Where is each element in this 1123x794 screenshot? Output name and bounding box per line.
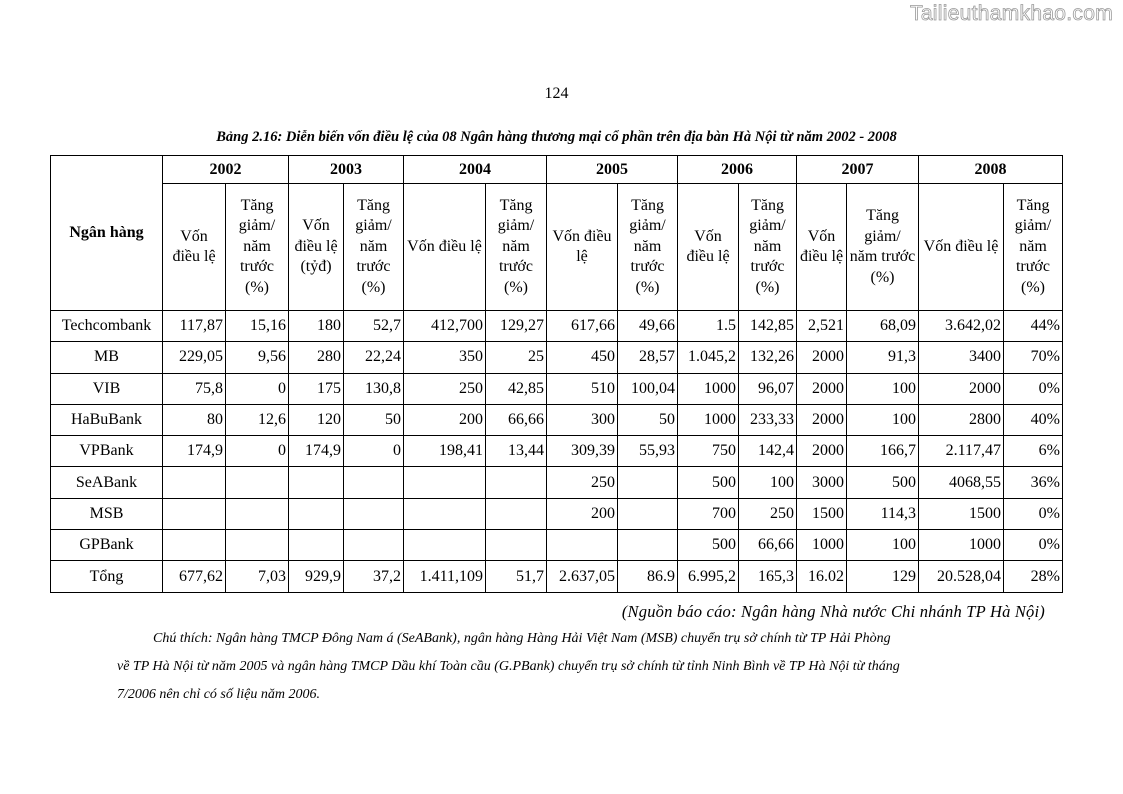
capital-cell: 1000 xyxy=(678,404,739,435)
change-cell: 142,4 xyxy=(739,436,797,467)
capital-subheader: Vốn điều lệ xyxy=(547,184,618,311)
capital-cell: 180 xyxy=(289,311,344,342)
source-note: (Nguồn báo cáo: Ngân hàng Nhà nước Chi nhánh TP Hà Nội) xyxy=(621,602,1045,621)
capital-cell xyxy=(163,498,226,529)
change-cell: 96,07 xyxy=(739,373,797,404)
charter-capital-table xyxy=(50,155,1063,593)
subheader-row xyxy=(51,184,1063,311)
capital-cell: 80 xyxy=(163,404,226,435)
capital-cell: 700 xyxy=(678,498,739,529)
capital-cell: 1500 xyxy=(797,498,847,529)
capital-cell: 4068,55 xyxy=(919,467,1004,498)
change-cell xyxy=(344,530,404,561)
change-cell xyxy=(618,530,678,561)
change-subheader: Tăng giảm/ năm trước (%) xyxy=(618,184,678,311)
capital-cell: 2000 xyxy=(797,342,847,373)
change-cell: 114,3 xyxy=(847,498,919,529)
change-cell: 91,3 xyxy=(847,342,919,373)
change-cell: 66,66 xyxy=(739,530,797,561)
change-subheader: Tăng giảm/ năm trước (%) xyxy=(1004,184,1063,311)
change-cell: 6% xyxy=(1004,436,1063,467)
capital-cell: 677,62 xyxy=(163,561,226,592)
change-cell: 129 xyxy=(847,561,919,592)
capital-cell: 20.528,04 xyxy=(919,561,1004,592)
capital-subheader: Vốn điều lệ xyxy=(797,184,847,311)
capital-cell: 117,87 xyxy=(163,311,226,342)
capital-cell: 450 xyxy=(547,342,618,373)
capital-cell: 280 xyxy=(289,342,344,373)
change-cell: 70% xyxy=(1004,342,1063,373)
capital-cell: 250 xyxy=(404,373,486,404)
capital-cell: 174,9 xyxy=(289,436,344,467)
capital-cell: 1000 xyxy=(919,530,1004,561)
year-header: 2008 xyxy=(919,156,1063,184)
table-row xyxy=(51,498,1063,529)
capital-cell: 750 xyxy=(678,436,739,467)
bank-name-cell: Techcombank xyxy=(51,311,163,342)
table-row xyxy=(51,467,1063,498)
capital-subheader: Vốn điều lệ xyxy=(678,184,739,311)
change-cell: 66,66 xyxy=(486,404,547,435)
change-subheader: Tăng giảm/ năm trước (%) xyxy=(486,184,547,311)
change-cell: 0 xyxy=(344,436,404,467)
capital-cell: 3000 xyxy=(797,467,847,498)
change-cell: 28% xyxy=(1004,561,1063,592)
change-cell: 130,8 xyxy=(344,373,404,404)
capital-cell: 2000 xyxy=(919,373,1004,404)
table-row xyxy=(51,436,1063,467)
capital-subheader: Vốn điều lệ xyxy=(919,184,1004,311)
capital-subheader: Vốn điều lệ xyxy=(163,184,226,311)
year-header: 2004 xyxy=(404,156,547,184)
change-cell: 100,04 xyxy=(618,373,678,404)
capital-cell xyxy=(404,498,486,529)
change-subheader: Tăng giảm/ năm trước (%) xyxy=(847,184,919,311)
year-header: 2005 xyxy=(547,156,678,184)
change-cell: 7,03 xyxy=(226,561,289,592)
capital-cell xyxy=(163,467,226,498)
watermark: Tailieuthamkhao.com xyxy=(910,2,1113,25)
capital-cell: 250 xyxy=(547,467,618,498)
table-row xyxy=(51,404,1063,435)
footnote-line: về TP Hà Nội từ năm 2005 và ngân hàng TMCP Dầu khí Toàn cầu (G.PBank) chuyển trụ sở chính từ tỉnh Ninh Bình về TP Hà Nội từ tháng xyxy=(117,659,900,674)
capital-cell: 1.5 xyxy=(678,311,739,342)
change-cell: 49,66 xyxy=(618,311,678,342)
footnote-line: 7/2006 nên chỉ có số liệu năm 2006. xyxy=(117,687,320,702)
change-cell: 100 xyxy=(847,404,919,435)
capital-cell xyxy=(289,498,344,529)
footnote-line: Chú thích: Ngân hàng TMCP Đông Nam á (SeABank), ngân hàng Hàng Hải Việt Nam (MSB) chuyển trụ sở chính từ TP Hải Phòng xyxy=(153,631,891,646)
capital-cell: 350 xyxy=(404,342,486,373)
change-cell: 55,93 xyxy=(618,436,678,467)
bank-name-cell: MSB xyxy=(51,498,163,529)
capital-cell: 174,9 xyxy=(163,436,226,467)
capital-cell xyxy=(289,467,344,498)
change-cell: 44% xyxy=(1004,311,1063,342)
change-cell xyxy=(226,530,289,561)
change-subheader: Tăng giảm/ năm trước (%) xyxy=(226,184,289,311)
capital-cell: 1000 xyxy=(797,530,847,561)
change-cell: 165,3 xyxy=(739,561,797,592)
change-cell: 15,16 xyxy=(226,311,289,342)
capital-cell: 2.637,05 xyxy=(547,561,618,592)
year-header: 2002 xyxy=(163,156,289,184)
change-cell: 0 xyxy=(226,436,289,467)
capital-cell: 198,41 xyxy=(404,436,486,467)
capital-cell: 175 xyxy=(289,373,344,404)
capital-cell: 1000 xyxy=(678,373,739,404)
capital-cell: 500 xyxy=(678,530,739,561)
change-cell: 129,27 xyxy=(486,311,547,342)
change-cell: 25 xyxy=(486,342,547,373)
page-number: 124 xyxy=(544,85,569,102)
year-header: 2003 xyxy=(289,156,404,184)
change-cell: 68,09 xyxy=(847,311,919,342)
change-cell: 22,24 xyxy=(344,342,404,373)
capital-cell: 412,700 xyxy=(404,311,486,342)
capital-cell xyxy=(163,530,226,561)
capital-cell: 617,66 xyxy=(547,311,618,342)
capital-cell: 929,9 xyxy=(289,561,344,592)
change-cell: 100 xyxy=(739,467,797,498)
change-cell: 50 xyxy=(618,404,678,435)
change-cell: 250 xyxy=(739,498,797,529)
capital-cell xyxy=(404,467,486,498)
capital-cell: 200 xyxy=(547,498,618,529)
table-row xyxy=(51,342,1063,373)
change-cell: 42,85 xyxy=(486,373,547,404)
bank-name-cell: VIB xyxy=(51,373,163,404)
change-cell: 40% xyxy=(1004,404,1063,435)
capital-cell: 3400 xyxy=(919,342,1004,373)
capital-cell: 300 xyxy=(547,404,618,435)
change-subheader: Tăng giảm/ năm trước (%) xyxy=(739,184,797,311)
capital-cell: 75,8 xyxy=(163,373,226,404)
capital-cell: 16.02 xyxy=(797,561,847,592)
capital-cell: 510 xyxy=(547,373,618,404)
change-cell xyxy=(226,498,289,529)
change-cell: 13,44 xyxy=(486,436,547,467)
change-cell xyxy=(226,467,289,498)
bank-name-cell: SeABank xyxy=(51,467,163,498)
change-cell: 233,33 xyxy=(739,404,797,435)
capital-cell: 1.045,2 xyxy=(678,342,739,373)
change-cell: 12,6 xyxy=(226,404,289,435)
change-cell: 0% xyxy=(1004,498,1063,529)
capital-subheader: Vốn điều lệ xyxy=(404,184,486,311)
capital-cell: 2800 xyxy=(919,404,1004,435)
change-cell: 9,56 xyxy=(226,342,289,373)
capital-cell: 2000 xyxy=(797,436,847,467)
change-cell: 28,57 xyxy=(618,342,678,373)
change-cell xyxy=(486,530,547,561)
capital-cell: 1500 xyxy=(919,498,1004,529)
change-cell xyxy=(618,467,678,498)
change-cell xyxy=(344,467,404,498)
change-cell: 100 xyxy=(847,530,919,561)
table-row xyxy=(51,373,1063,404)
capital-cell: 3.642,02 xyxy=(919,311,1004,342)
change-cell: 36% xyxy=(1004,467,1063,498)
change-cell: 100 xyxy=(847,373,919,404)
year-header: 2007 xyxy=(797,156,919,184)
table-body xyxy=(51,311,1063,593)
capital-subheader: Vốn điều lệ (tỷđ) xyxy=(289,184,344,311)
change-cell: 50 xyxy=(344,404,404,435)
capital-cell: 1.411,109 xyxy=(404,561,486,592)
year-header-row xyxy=(51,156,1063,184)
change-cell: 166,7 xyxy=(847,436,919,467)
change-cell: 0% xyxy=(1004,530,1063,561)
table-row xyxy=(51,311,1063,342)
change-cell: 132,26 xyxy=(739,342,797,373)
capital-cell: 2000 xyxy=(797,373,847,404)
capital-cell: 2,521 xyxy=(797,311,847,342)
capital-cell: 200 xyxy=(404,404,486,435)
change-cell xyxy=(486,498,547,529)
bank-name-cell: VPBank xyxy=(51,436,163,467)
capital-cell: 500 xyxy=(678,467,739,498)
capital-cell xyxy=(547,530,618,561)
bank-name-cell: HaBuBank xyxy=(51,404,163,435)
bank-name-cell: MB xyxy=(51,342,163,373)
change-cell xyxy=(486,467,547,498)
table-row xyxy=(51,530,1063,561)
change-cell: 52,7 xyxy=(344,311,404,342)
change-cell: 51,7 xyxy=(486,561,547,592)
capital-cell xyxy=(404,530,486,561)
capital-cell xyxy=(289,530,344,561)
change-cell: 500 xyxy=(847,467,919,498)
change-cell xyxy=(618,498,678,529)
capital-cell: 229,05 xyxy=(163,342,226,373)
change-cell xyxy=(344,498,404,529)
table-row xyxy=(51,561,1063,592)
change-subheader: Tăng giảm/ năm trước (%) xyxy=(344,184,404,311)
bank-name-cell: GPBank xyxy=(51,530,163,561)
year-header: 2006 xyxy=(678,156,797,184)
table-caption: Bảng 2.16: Diễn biến vốn điều lệ của 08 Ngân hàng thương mại cổ phần trên địa bàn Hà Nội từ năm 2002 - 2008 xyxy=(216,129,897,145)
capital-cell: 309,39 xyxy=(547,436,618,467)
change-cell: 142,85 xyxy=(739,311,797,342)
capital-cell: 2000 xyxy=(797,404,847,435)
bank-name-cell: Tổng xyxy=(51,561,163,592)
bank-column-header: Ngân hàng xyxy=(51,156,163,311)
change-cell: 0 xyxy=(226,373,289,404)
change-cell: 37,2 xyxy=(344,561,404,592)
change-cell: 86.9 xyxy=(618,561,678,592)
capital-cell: 6.995,2 xyxy=(678,561,739,592)
change-cell: 0% xyxy=(1004,373,1063,404)
capital-cell: 120 xyxy=(289,404,344,435)
capital-cell: 2.117,47 xyxy=(919,436,1004,467)
